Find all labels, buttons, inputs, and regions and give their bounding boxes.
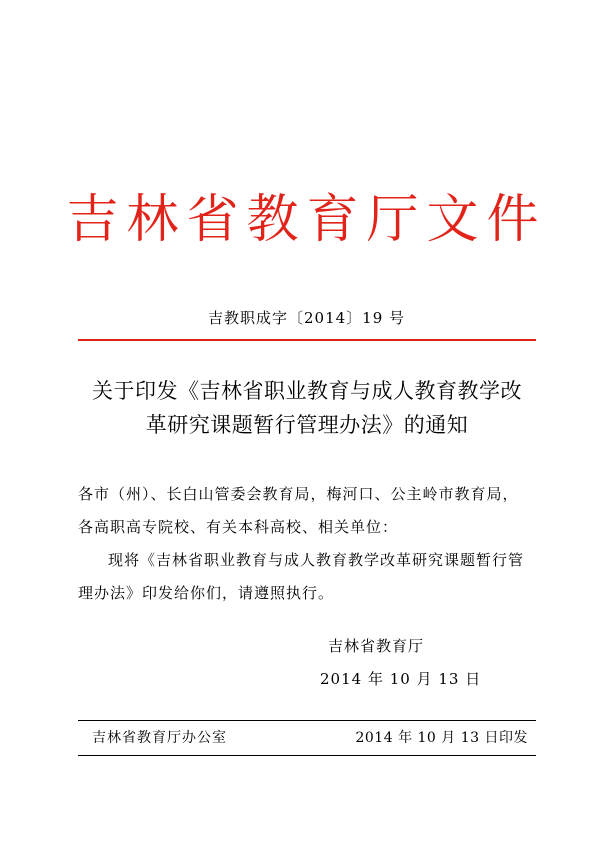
footer-issuer: 吉林省教育厅办公室: [92, 730, 227, 746]
body-paragraph-line-2: 理办法》印发给你们，请遵照执行。: [78, 584, 335, 602]
signature-date: 2014 年 10 月 13 日: [320, 670, 482, 688]
red-divider: [78, 339, 536, 341]
footer-print-date: 2014 年 10 月 13 日印发: [355, 730, 528, 746]
signature-org: 吉林省教育厅: [328, 637, 425, 655]
recipients-line-1: 各市（州）、长白山管委会教育局，梅河口、公主岭市教育局，: [78, 485, 519, 503]
title-line-1: 关于印发《吉林省职业教育与成人教育教学改: [92, 379, 522, 403]
document-title: [78, 374, 536, 442]
document-number: 吉教职成字〔2014〕19 号: [207, 309, 406, 327]
document-body: [78, 478, 540, 610]
body-paragraph-line-1: 现将《吉林省职业教育与成人教育教学改革研究课题暂行管: [108, 551, 525, 569]
title-line-2: 革研究课题暂行管理办法》的通知: [145, 413, 469, 437]
footer-rule-bottom: [78, 755, 536, 756]
document-masthead: 吉林省教育厅文件: [66, 190, 547, 250]
footer-rule-top: [78, 720, 536, 721]
recipients-line-2: 各高职高专院校、有关本科高校、相关单位：: [78, 518, 399, 536]
signature-block: [320, 630, 481, 696]
